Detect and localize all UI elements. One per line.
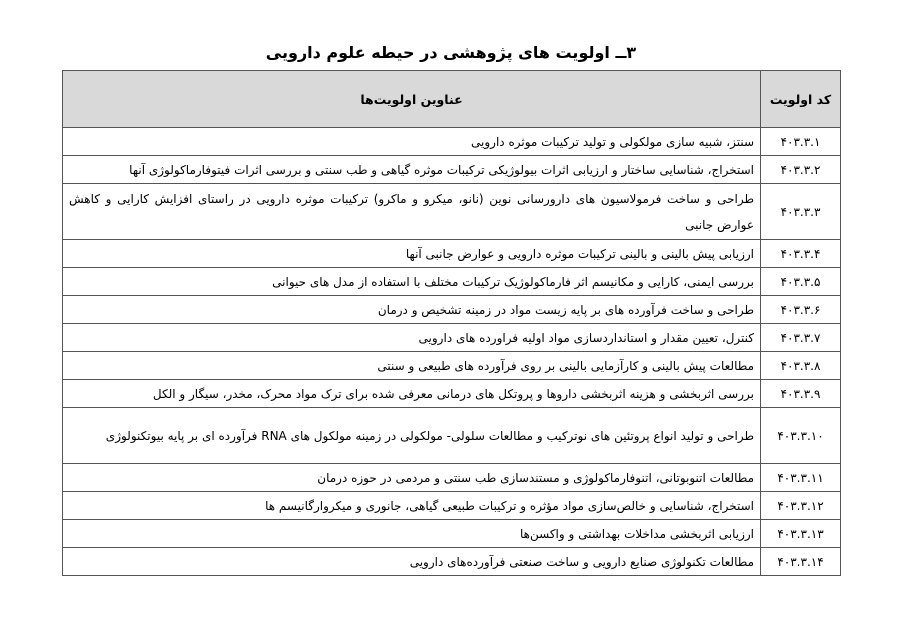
priority-title: طراحی و تولید انواع پروتئین های نوترکیب و مطالعات سلولی- مولکولی در زمینه مولکول های RNA فرآورده ای بر پایه بیوتکنولوژی — [63, 408, 761, 464]
table-row — [63, 240, 841, 268]
priority-code: ۴۰۳.۳.۵ — [761, 268, 841, 296]
priority-code: ۴۰۳.۳.۱۲ — [761, 492, 841, 520]
table-row — [63, 296, 841, 324]
priority-title: مطالعات اتنوبوتانی، اتنوفارماکولوژی و مستندسازی طب سنتی و مردمی در حوزه درمان — [63, 464, 761, 492]
table-row — [63, 464, 841, 492]
priority-code: ۴۰۳.۳.۶ — [761, 296, 841, 324]
priority-title: ارزیابی اثربخشی مداخلات بهداشتی و واکسن‌ها — [63, 520, 761, 548]
table-row — [63, 128, 841, 156]
table-row — [63, 408, 841, 464]
table-row — [63, 268, 841, 296]
priority-title: طراحی و ساخت فرآورده های بر پایه زیست مواد در زمینه تشخیص و درمان — [63, 296, 761, 324]
header-code: کد اولویت — [761, 71, 841, 128]
table-row — [63, 352, 841, 380]
priority-title: استخراج، شناسایی ساختار و ارزیابی اثرات بیولوژیکی ترکیبات موثره گیاهی و طب سنتی و بررسی اثرات فیتوفارماکولوژی آنها — [63, 156, 761, 184]
header-title: عناوین اولویت‌ها — [63, 71, 761, 128]
priority-code: ۴۰۳.۳.۱ — [761, 128, 841, 156]
priorities-table — [62, 70, 841, 576]
table-row — [63, 156, 841, 184]
priority-code: ۴۰۳.۳.۲ — [761, 156, 841, 184]
priority-code: ۴۰۳.۳.۱۳ — [761, 520, 841, 548]
priority-title: مطالعات پیش بالینی و کارآزمایی بالینی بر روی فرآورده های طبیعی و سنتی — [63, 352, 761, 380]
priority-title: کنترل، تعیین مقدار و استانداردسازی مواد اولیه فراورده های دارویی — [63, 324, 761, 352]
table-header-row — [63, 71, 841, 128]
priority-code: ۴۰۳.۳.۱۱ — [761, 464, 841, 492]
table-row — [63, 324, 841, 352]
priority-code: ۴۰۳.۳.۱۴ — [761, 548, 841, 576]
priority-code: ۴۰۳.۳.۹ — [761, 380, 841, 408]
priority-title: سنتز، شبیه سازی مولکولی و تولید ترکیبات موثره دارویی — [63, 128, 761, 156]
table-row — [63, 184, 841, 240]
priority-code: ۴۰۳.۳.۷ — [761, 324, 841, 352]
priority-title: طراحی و ساخت فرمولاسیون های دارورسانی نوین (نانو، میکرو و ماکرو) ترکیبات موثره دارویی در راستای افزایش کارایی و کاهش عوارض جانبی — [63, 184, 761, 240]
priority-title: استخراج، شناسایی و خالص‌سازی مواد مؤثره و ترکیبات طبیعی گیاهی، جانوری و میکروارگانیسم ها — [63, 492, 761, 520]
table-row — [63, 520, 841, 548]
table-row — [63, 380, 841, 408]
priority-title: مطالعات تکنولوژی صنایع دارویی و ساخت صنعتی فرآورده‌های دارویی — [63, 548, 761, 576]
table-row — [63, 548, 841, 576]
priority-code: ۴۰۳.۳.۸ — [761, 352, 841, 380]
priority-title: بررسی اثربخشی و هزینه اثربخشی داروها و پروتکل های درمانی معرفی شده برای ترک مواد محرک، مخدر، سیگار و الکل — [63, 380, 761, 408]
priority-title: ارزیابی پیش بالینی و بالینی ترکیبات موثره دارویی و عوارض جانبی آنها — [63, 240, 761, 268]
priority-title: بررسی ایمنی، کارایی و مکانیسم اثر فارماکولوژیک ترکیبات مختلف با استفاده از مدل های حیوانی — [63, 268, 761, 296]
priority-code: ۴۰۳.۳.۳ — [761, 184, 841, 240]
priority-code: ۴۰۳.۳.۴ — [761, 240, 841, 268]
section-title: ۳ــ اولویت های پژوهشی در حیطه علوم دارویی — [265, 43, 637, 62]
table-row — [63, 492, 841, 520]
priority-code: ۴۰۳.۳.۱۰ — [761, 408, 841, 464]
